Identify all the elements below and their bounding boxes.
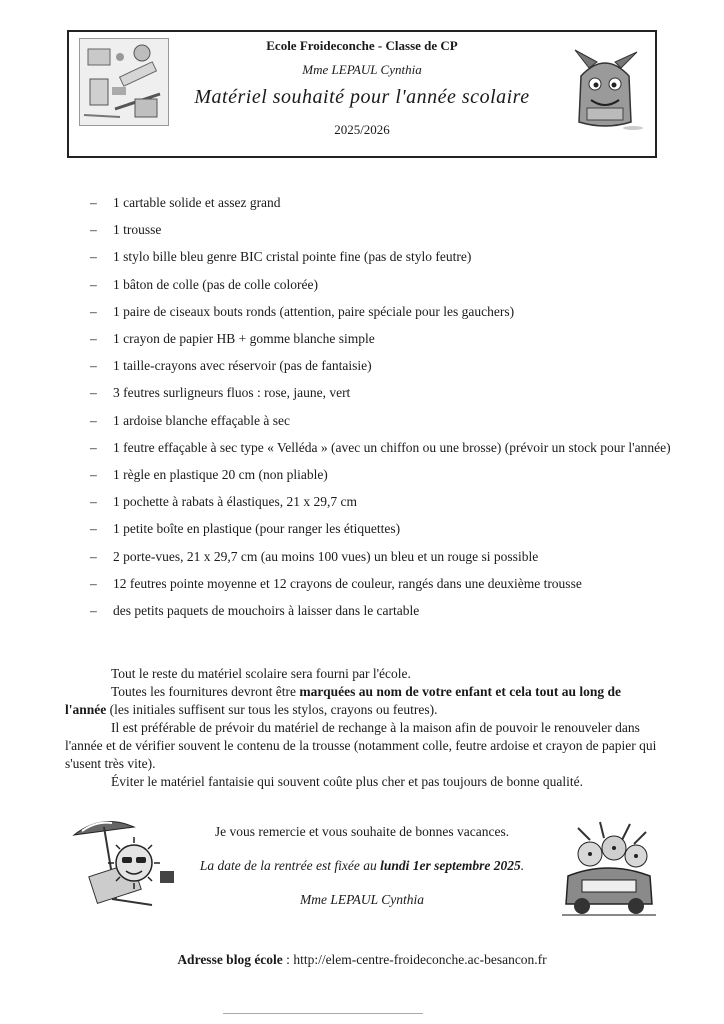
list-item: – 1 règle en plastique 20 cm (non pliable) [90, 467, 328, 483]
list-item: – 2 porte-vues, 21 x 29,7 cm (au moins 100 vues) un bleu et un rouge si possible [90, 548, 539, 564]
list-item: – 1 cartable solide et assez grand [90, 195, 281, 210]
list-item: – des petits paquets de mouchoirs à laisser dans le cartable [90, 603, 420, 619]
header-box [67, 30, 657, 158]
emphasis-text: marquées au nom de votre enfant et cela tout au long de l'année [65, 684, 621, 717]
school-year: 2025/2026 [334, 122, 390, 137]
blog-url[interactable]: http://elem-centre-froideconche.ac-besancon.fr [293, 952, 547, 967]
teacher-name: Mme LEPAUL Cynthia [302, 62, 422, 77]
list-item: – 1 crayon de papier HB + gomme blanche simple [90, 331, 375, 347]
supplies-list [90, 189, 690, 624]
list-item: – 1 bâton de colle (pas de colle colorée) [90, 276, 319, 292]
backpack-icon [561, 46, 649, 132]
thanks-message: Je vous remercie et vous souhaite de bonnes vacances. [214, 824, 510, 839]
school-name: Ecole Froideconche - Classe de CP [266, 38, 458, 53]
note-paragraph: Tout le reste du matériel scolaire sera fourni par l'école. [111, 666, 411, 681]
note-paragraph: Il est préférable de prévoir du matériel de rechange à la maison afin de pouvoir le renouveler dans l'année et de vérifier souvent le contenu de la trousse (notamment colle, feutre ardoise et crayon de papier qui s'usent très vite). [65, 720, 657, 771]
notes-section [65, 665, 665, 791]
list-item: – 3 feutres surligneurs fluos : rose, jaune, vert [90, 385, 351, 401]
list-item: – 12 feutres pointe moyenne et 12 crayons de couleur, rangés dans une deuxième trousse [90, 575, 582, 591]
list-item: – 1 taille-crayons avec réservoir (pas de fantaisie) [90, 358, 372, 374]
page-title: Matériel souhaité pour l'année scolaire [194, 86, 530, 108]
note-paragraph: Toutes les fournitures devront être marquées au nom de votre enfant et cela tout au long de l'année (les initiales suffisent sur tous les stylos, crayons ou feutres). [65, 684, 621, 717]
blog-address: Adresse blog école : http://elem-centre-froideconche.ac-besancon.fr [177, 952, 547, 967]
list-item: – 1 pochette à rabats à élastiques, 21 x 29,7 cm [90, 494, 358, 510]
rentree-date: La date de la rentrée est fixée au lundi 1er septembre 2025. [199, 858, 525, 873]
blog-label: Adresse blog école [177, 952, 283, 967]
car-kids-icon [560, 818, 658, 918]
list-item: – 1 ardoise blanche effaçable à sec [90, 412, 291, 428]
list-item: – 1 paire de ciseaux bouts ronds (attention, paire spéciale pour les gauchers) [90, 303, 515, 319]
note-paragraph: Éviter le matériel fantaisie qui souvent coûte plus cher et pas toujours de bonne qualité. [111, 774, 583, 789]
list-item: – 1 feutre effaçable à sec type « Velléda » (avec un chiffon ou une brosse) (prévoir un stock pour l'année) [90, 439, 671, 455]
bottom-divider [223, 1013, 423, 1014]
list-item: – 1 stylo bille bleu genre BIC cristal pointe fine (pas de stylo feutre) [90, 249, 472, 265]
signature: Mme LEPAUL Cynthia [299, 892, 424, 907]
list-item: – 1 petite boîte en plastique (pour ranger les étiquettes) [90, 521, 401, 537]
list-item: – 1 trousse [90, 222, 162, 238]
